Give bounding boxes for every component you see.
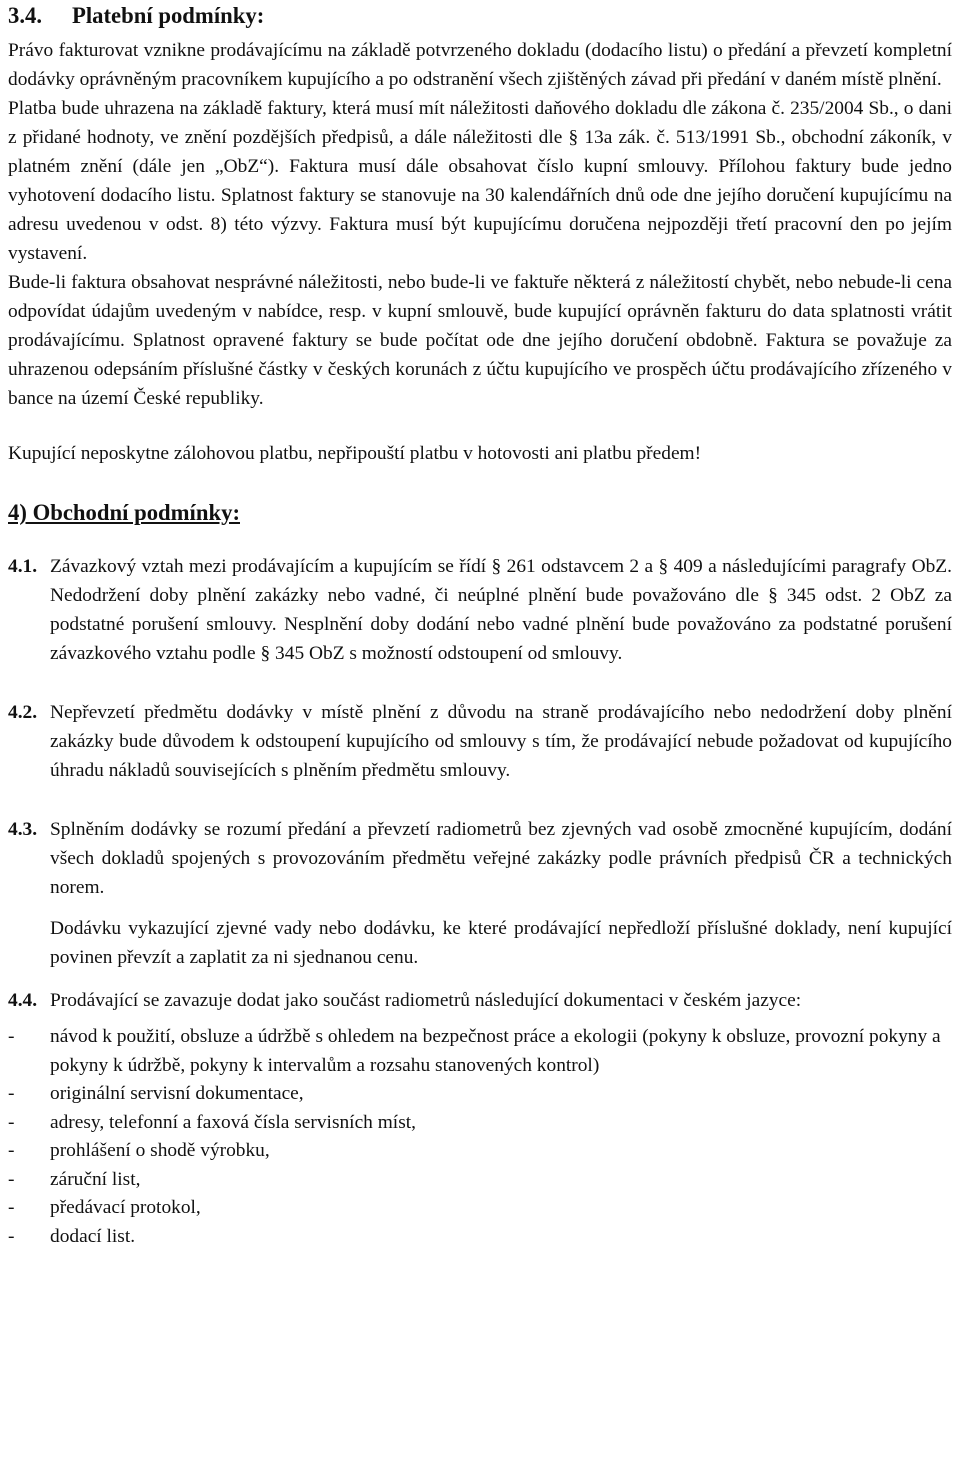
documentation-list <box>8 1023 952 1251</box>
clause-text: Prodávající se zavazuje dodat jako součást radiometrů následující dokumentaci v českém jazyce: <box>50 990 802 1011</box>
dash-bullet: - <box>8 1168 15 1190</box>
paragraph-invoice-requirements: Platba bude uhrazena na základě faktury, která musí mít náležitosti daňového dokladu dle zákona č. 235/2004 Sb., o dani z přidané hodnoty, ve znění pozdějších předpisů, a dále náležitosti dle § 13a zák. č. 513/1991 Sb., obchodní zákoník, v platném znění (dále jen „ObZ“). Faktura musí dále obsahovat číslo kupní smlouvy. Přílohou faktury bude jedno vyhotovení dodacího listu. Splatnost faktury se stanovuje na 30 kalendářních dnů ode dne jejího doručení kupujícímu na adresu uvedenou v odst. 8) této výzvy. Faktura musí být kupujícímu doručena nejpozději třetí pracovní den po jejím vystavení. <box>8 98 952 264</box>
list-item: - originální servisní dokumentace, <box>8 1080 952 1109</box>
clause-4-3 <box>8 815 952 902</box>
dash-bullet: - <box>8 1083 15 1104</box>
clause-text: Závazkový vztah mezi prodávajícím a kupujícím se řídí § 261 odstavcem 2 a § 409 a následujícími paragrafy ObZ. Nedodržení doby plnění zakázky nebo vadné, či neúplné plnění bude považováno dle § 345 odst. 2 ObZ za podstatné porušení smlouvy. Nesplnění doby dodání nebo vadné plnění bude považováno za podstatné porušení závazkového vztahu podle § 345 ObZ s možností odstoupení od smlouvy. <box>50 556 952 664</box>
section-heading-3-4 <box>8 0 952 36</box>
dash-bullet: - <box>8 1197 15 1218</box>
clause-4-1 <box>8 552 952 668</box>
list-item: - záruční list, <box>8 1166 952 1195</box>
section-heading-4: 4) Obchodní podmínky: <box>8 500 240 525</box>
section-title: Platební podmínky: <box>72 3 265 28</box>
list-item: - prohlášení o shodě výrobku, <box>8 1137 952 1166</box>
dash-bullet: - <box>8 1111 15 1133</box>
list-item: - dodací list. <box>8 1223 952 1252</box>
list-item: - adresy, telefonní a faxová čísla servisních míst, <box>8 1109 952 1138</box>
clause-4-4 <box>8 986 952 1015</box>
dash-bullet: - <box>8 1026 15 1047</box>
paragraph-no-advance: Kupující neposkytne zálohovou platbu, nepřipouští platbu v hotovosti ani platbu předem! <box>8 443 702 464</box>
paragraph-invoice-errors: Bude-li faktura obsahovat nesprávné náležitosti, nebo bude-li ve faktuře některá z náležitostí chybět, nebo nebude-li cena odpovídat údajům uvedeným v nabídce, resp. v kupní smlouvě, bude kupující oprávněn fakturu do data splatnosti vrátit prodávajícímu. Splatnost opravené faktury se bude počítat ode dne jejího doručení obdobně. Faktura se považuje za uhrazenou odepsáním příslušné částky v českých korunách z účtu kupujícího ve prospěch účtu prodávajícího zřízeného v bance na území České republiky. <box>8 272 952 409</box>
clause-4-3-subparagraph: Dodávku vykazující zjevné vady nebo dodávku, ke které prodávající nepředloží příslušné doklady, není kupující povinen převzít a zaplatit za ni sjednanou cenu. <box>50 918 952 968</box>
dash-bullet: - <box>8 1225 15 1247</box>
section-number: 3.4. <box>8 3 43 28</box>
clause-text: Splněním dodávky se rozumí předání a převzetí radiometrů bez zjevných vad osobě zmocněné kupujícím, dodání všech dokladů spojených s provozováním předmětu veřejné zakázky podle právních předpisů ČR a technických norem. <box>50 819 952 898</box>
list-item: - předávací protokol, <box>8 1194 952 1223</box>
list-item: - návod k použití, obsluze a údržbě s ohledem na bezpečnost práce a ekologii (pokyny k obsluze, provozní pokyny a pokyny k údržbě, pokyny k intervalům a rozsahu stanovených kontrol) <box>8 1023 952 1080</box>
clause-number: 4.2. <box>8 702 38 723</box>
clause-number: 4.1. <box>8 556 38 577</box>
clause-text: Nepřevzetí předmětu dodávky v místě plnění z důvodu na straně prodávajícího nebo nedodržení doby plnění zakázky bude důvodem k odstoupení kupujícího od smlouvy s tím, že prodávající nebude požadovat od kupujícího úhradu nákladů souvisejících s plněním předmětu smlouvy. <box>50 702 952 781</box>
dash-bullet: - <box>8 1140 15 1161</box>
clause-number: 4.4. <box>8 990 38 1011</box>
clause-4-2 <box>8 698 952 785</box>
clause-number: 4.3. <box>8 819 38 840</box>
paragraph-invoicing-right: Právo fakturovat vznikne prodávajícímu na základě potvrzeného dokladu (dodacího listu) o předání a převzetí kompletní dodávky oprávněným pracovníkem kupujícího a po odstranění všech zjištěných závad při předání v daném místě plnění. <box>8 40 952 90</box>
